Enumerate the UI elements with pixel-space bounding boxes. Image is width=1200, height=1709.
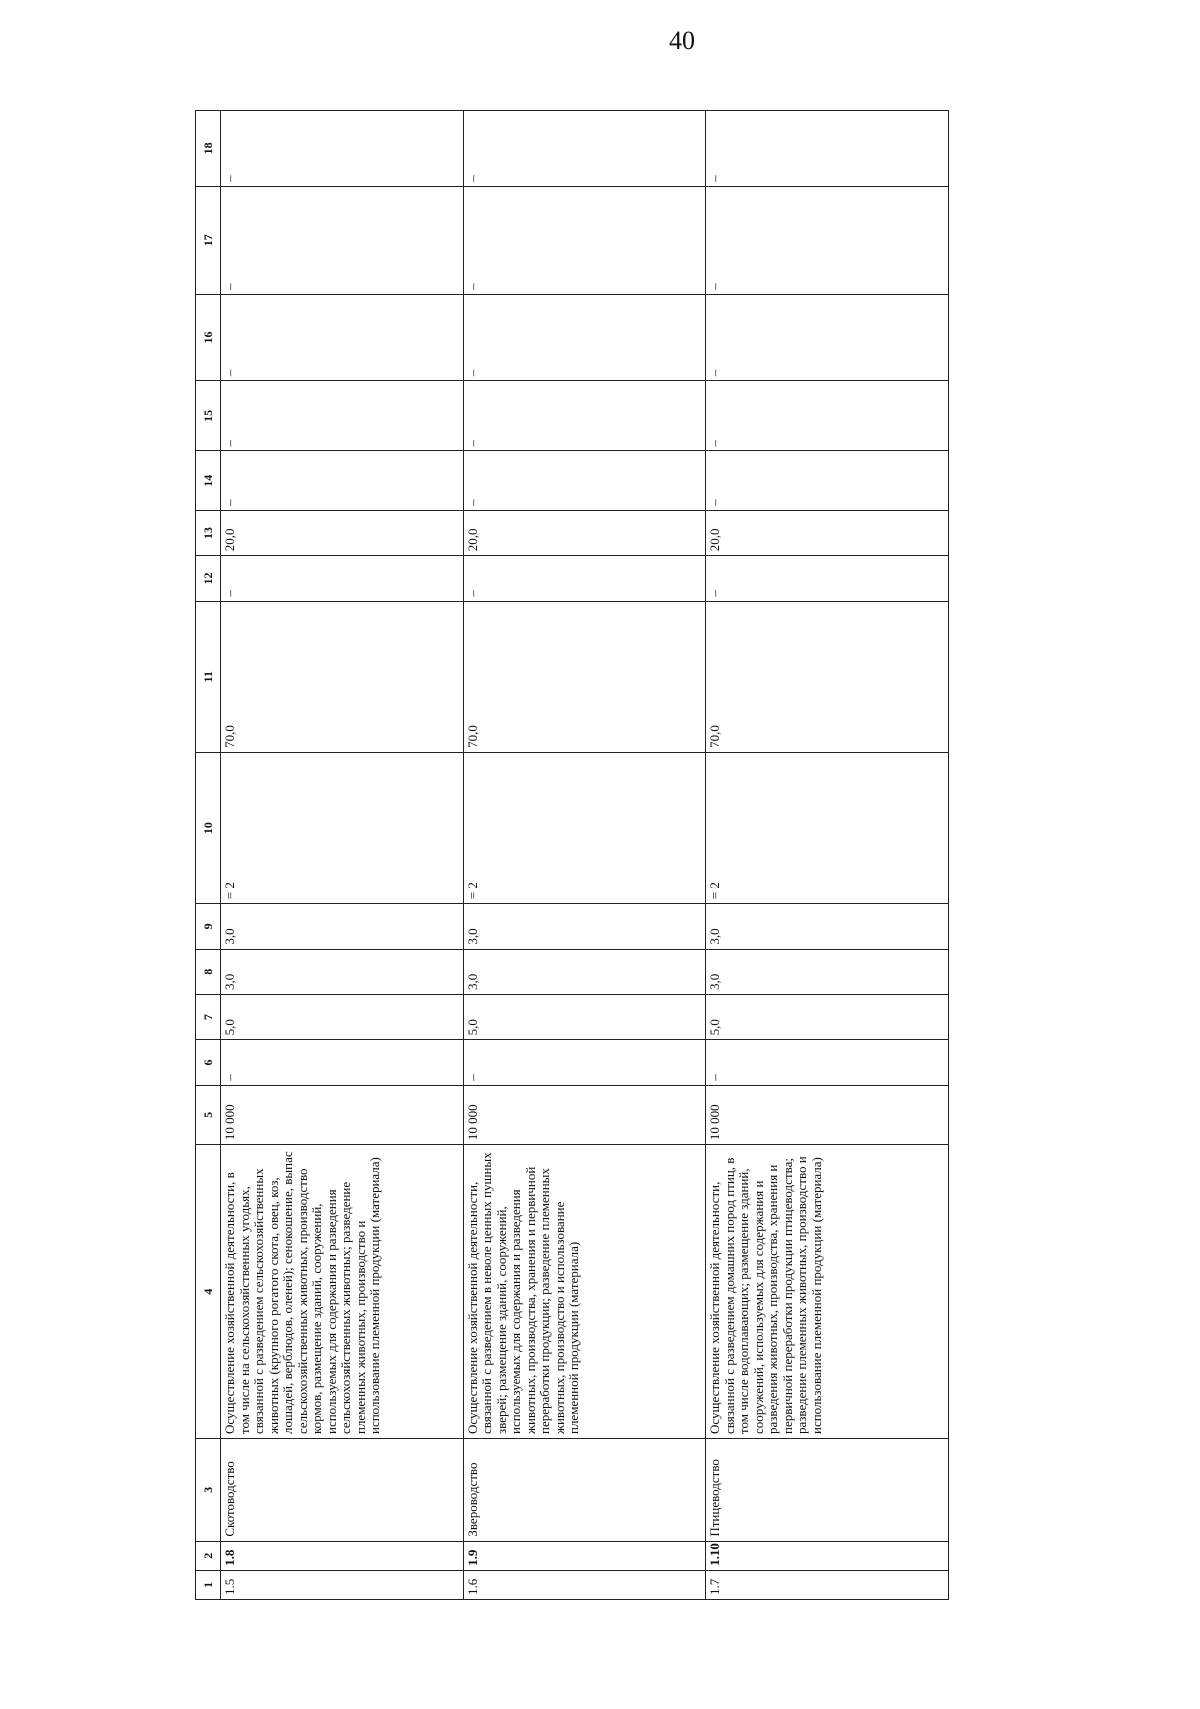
table-cell: 3,0	[221, 949, 464, 994]
table-cell: –	[463, 111, 706, 187]
table-cell: 3,0	[706, 949, 949, 994]
table-cell: –	[463, 451, 706, 510]
use-description-cell: Осуществление хозяйственной деятельности, связанной с разведением в неволе ценных пушных зверей; размещение зданий, сооружений, используемых для содержания и разведения животных, производства, хранения и первичной переработки продукции; разведение племенных животных, производство и использование племенной продукции (материала)	[463, 1145, 706, 1439]
table-cell: –	[463, 294, 706, 380]
header-cell: 10	[196, 752, 221, 903]
table-cell: –	[221, 556, 464, 601]
table-cell: –	[706, 451, 949, 510]
use-name-cell: Скотоводство	[221, 1439, 464, 1542]
header-cell: 5	[196, 1085, 221, 1144]
table-cell: –	[463, 186, 706, 294]
table-row	[221, 111, 464, 1600]
table-cell: 3,0	[706, 904, 949, 949]
table-cell: 70,0	[221, 601, 464, 752]
table-cell: –	[221, 451, 464, 510]
use-name-cell: Звероводство	[463, 1439, 706, 1542]
table-cell: –	[221, 111, 464, 187]
table-cell: –	[221, 186, 464, 294]
table-cell: 10 000	[463, 1085, 706, 1144]
table-cell: –	[221, 294, 464, 380]
table-cell: 70,0	[463, 601, 706, 752]
table-cell: 70,0	[706, 601, 949, 752]
table-row	[463, 111, 706, 1600]
table-cell: –	[221, 381, 464, 451]
header-cell: 15	[196, 381, 221, 451]
header-cell: 8	[196, 949, 221, 994]
table-cell: = 2	[706, 752, 949, 903]
table-cell: 5,0	[706, 994, 949, 1039]
header-cell: 3	[196, 1439, 221, 1542]
header-cell: 2	[196, 1541, 221, 1570]
table-cell: 3,0	[463, 949, 706, 994]
header-cell: 4	[196, 1145, 221, 1439]
table-cell: –	[706, 556, 949, 601]
table-cell: 20,0	[221, 510, 464, 555]
table-cell: 10 000	[706, 1085, 949, 1144]
row-number-cell: 1.6	[463, 1570, 706, 1599]
table-cell: –	[706, 186, 949, 294]
table-cell: –	[706, 1040, 949, 1085]
use-code-cell: 1.10	[706, 1541, 949, 1570]
table-cell: –	[463, 556, 706, 601]
header-cell: 6	[196, 1040, 221, 1085]
table-cell: 3,0	[463, 904, 706, 949]
use-name-cell: Птицеводство	[706, 1439, 949, 1542]
table-cell: 10 000	[221, 1085, 464, 1144]
table-cell: = 2	[221, 752, 464, 903]
header-cell: 1	[196, 1570, 221, 1599]
row-number-cell: 1.5	[221, 1570, 464, 1599]
page-number: 40	[669, 26, 695, 55]
table-cell: 5,0	[463, 994, 706, 1039]
header-cell: 7	[196, 994, 221, 1039]
table-cell: 20,0	[463, 510, 706, 555]
table-cell: 5,0	[221, 994, 464, 1039]
use-description-cell: Осуществление хозяйственной деятельности, связанной с разведением домашних пород птиц, в том числе водоплавающих; размещение зданий, сооружений, используемых для содержания и разведения животных, производства, хранения и первичной переработки продукции птицеводства; разведение племенных животных, производство и использование племенной продукции (материала)	[706, 1145, 949, 1439]
header-cell: 13	[196, 510, 221, 555]
header-cell: 16	[196, 294, 221, 380]
table-cell: –	[706, 381, 949, 451]
header-cell: 9	[196, 904, 221, 949]
table-row	[706, 111, 949, 1600]
header-cell: 11	[196, 601, 221, 752]
header-cell: 17	[196, 186, 221, 294]
header-cell: 18	[196, 111, 221, 187]
table-cell: –	[706, 111, 949, 187]
header-cell: 12	[196, 556, 221, 601]
land-use-table	[195, 110, 949, 1600]
table-cell: –	[706, 294, 949, 380]
use-code-cell: 1.8	[221, 1541, 464, 1570]
use-description-cell: Осуществление хозяйственной деятельности, в том числе на сельскохозяйственных угодьях, связанной с разведением сельскохозяйственных животных (крупного рогатого скота, овец, коз, лошадей, верблюдов, оленей); сенокошение, выпас сельскохозяйственных животных, производство кормов, размещение зданий, сооружений, используемых для содержания и разведения сельскохозяйственных животных; разведение племенных животных, производство и использование племенной продукции (материала)	[221, 1145, 464, 1439]
header-row	[196, 111, 221, 1600]
row-number-cell: 1.7	[706, 1570, 949, 1599]
table-cell: –	[463, 1040, 706, 1085]
table-cell: = 2	[463, 752, 706, 903]
table-cell: 3,0	[221, 904, 464, 949]
use-code-cell: 1.9	[463, 1541, 706, 1570]
table-cell: 20,0	[706, 510, 949, 555]
table-cell: –	[221, 1040, 464, 1085]
table-cell: –	[463, 381, 706, 451]
header-cell: 14	[196, 451, 221, 510]
rotated-table-container	[195, 110, 949, 1600]
